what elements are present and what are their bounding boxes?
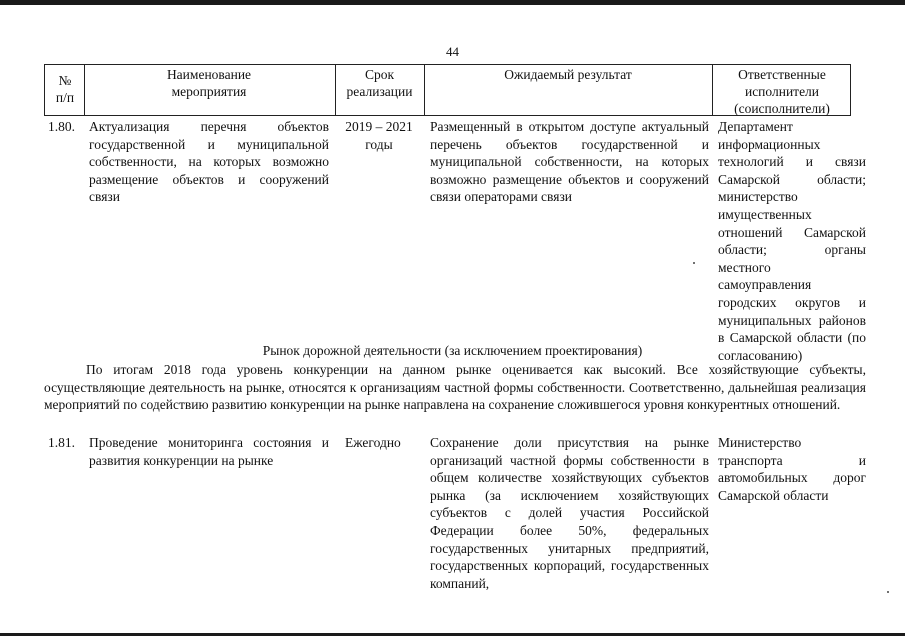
row-2-result: Сохранение доли присутствия на рынке организаций частной формы собственности в общем количестве хозяйствующих субъектов рынка (за исключением хозяйствующих субъектов с долей участия Российской Федерации более 50%, федеральных государственных унитарных предприятий, государственных корпораций, государственных компаний,: [430, 435, 709, 591]
row-1-term: 2019 – 2021 годы: [345, 119, 413, 152]
table-left-border: [44, 64, 45, 115]
row-1-name: Актуализация перечня объектов государственной и муниципальной собственности, на которых возможно размещение объектов и сооружений связи: [89, 119, 329, 205]
section-paragraph: По итогам 2018 года уровень конкуренции на данном рынке оценивается как высокий. Все хозяйствующие субъекты, осуществляющие деятельность на рынке, относятся к организациям частной формы собственности. Соответственно, дальнейшая реализация мероприятий по содействию развитию конкуренции на рынке направлена на сохранение сложившегося уровня конкурентных отношений.: [44, 362, 866, 412]
scan-speck: [887, 591, 889, 593]
section-title: Рынок дорожной деятельности (за исключением проектирования): [262, 343, 643, 358]
col-divider-2: [335, 64, 336, 115]
header-col-num: № п/п: [55, 73, 75, 105]
table-right-border: [850, 64, 851, 115]
table-top-border: [44, 64, 851, 65]
scan-bottom-edge: [0, 633, 905, 636]
row-1-result: Размещенный в открытом доступе актуальный перечень объектов государственной и муниципальной собственности, на которых возможно размещение объектов и сооружений связи операторами связи: [430, 119, 709, 205]
header-col-resp: Ответственные исполнители (соисполнители): [734, 67, 830, 116]
scan-top-edge: [0, 0, 905, 5]
row-1-responsible: Департамент информационных технологий и связи Самарской области; министерство имущественных отношений Самарской области; органы местного самоуправления городских округов и муниципальных районов в Самарской области (по согласованию): [718, 119, 866, 363]
scan-speck: [693, 262, 695, 264]
row-2-name: Проведение мониторинга состояния и развития конкуренции на рынке: [89, 435, 329, 468]
col-divider-3: [424, 64, 425, 115]
row-2-responsible: Министерство транспорта и автомобильных дорог Самарской области: [718, 435, 866, 503]
row-2-term: Ежегодно: [345, 435, 401, 450]
header-col-result: Ожидаемый результат: [504, 67, 632, 82]
page-number: 44: [446, 44, 459, 59]
row-1-num: 1.80.: [48, 119, 75, 134]
col-divider-4: [712, 64, 713, 115]
col-divider-1: [84, 64, 85, 115]
row-2-num: 1.81.: [48, 435, 75, 450]
header-col-term: Срок реализации: [346, 67, 413, 99]
header-col-name: Наименование мероприятия: [166, 67, 252, 99]
